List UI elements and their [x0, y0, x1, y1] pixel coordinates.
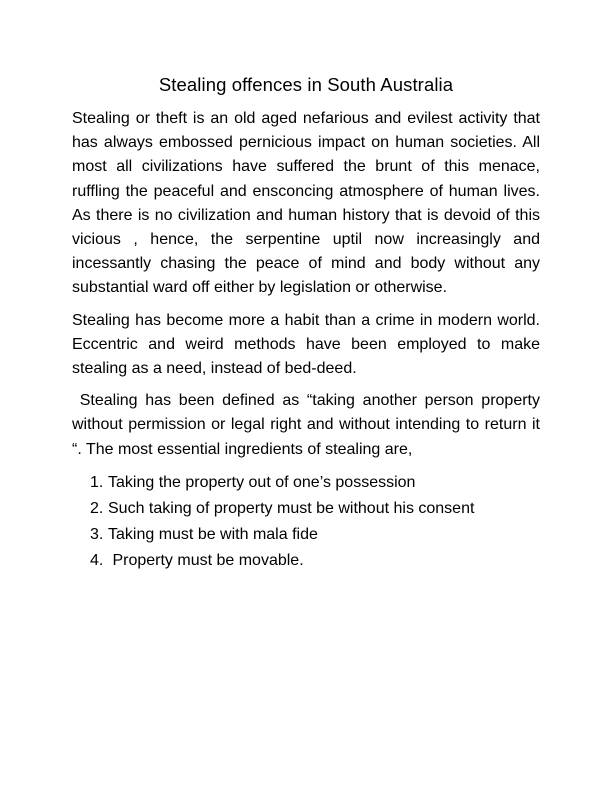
paragraph-definition: Stealing has been defined as “taking another person property without permission or legal right and without intending to return it “. The most essential ingredients of stealing are,: [72, 392, 545, 458]
paragraph-habit: Stealing has become more a habit than a crime in modern world. Eccentric and weird methods have been employed to make stealing as a need, instead of bed-deed.: [72, 311, 540, 378]
paragraph-intro: Stealing or theft is an old aged nefarious and evilest activity that has always embossed pernicious impact on human societies. All most all civilizations have suffered the brunt of this menace, ruffling the peaceful and ensconcing atmosphere of human lives. As there is no civilization and human history that is devoid of this vicious , hence, the serpentine uptil now increasingly and incessantly chasing the peace of mind and body without any substantial ward off either by legislation or otherwise.: [72, 110, 540, 297]
list-item: [72, 548, 540, 574]
list-item-number: 2.: [90, 499, 104, 517]
list-item-text: Such taking of property must be without his consent: [108, 499, 475, 517]
document-page: [72, 72, 545, 574]
list-item: [72, 522, 540, 548]
list-item: [72, 496, 540, 522]
document-title: Stealing offences in South Australia: [158, 74, 454, 95]
list-item-text: Taking the property out of one’s possession: [108, 473, 416, 491]
list-item-number: 4.: [90, 551, 104, 569]
list-item-text: Property must be movable.: [108, 551, 304, 569]
ingredients-list: [72, 470, 540, 574]
list-item-number: 3.: [90, 525, 104, 543]
list-item-number: 1.: [90, 473, 104, 491]
list-item: [72, 470, 540, 496]
list-item-text: Taking must be with mala fide: [108, 525, 318, 543]
